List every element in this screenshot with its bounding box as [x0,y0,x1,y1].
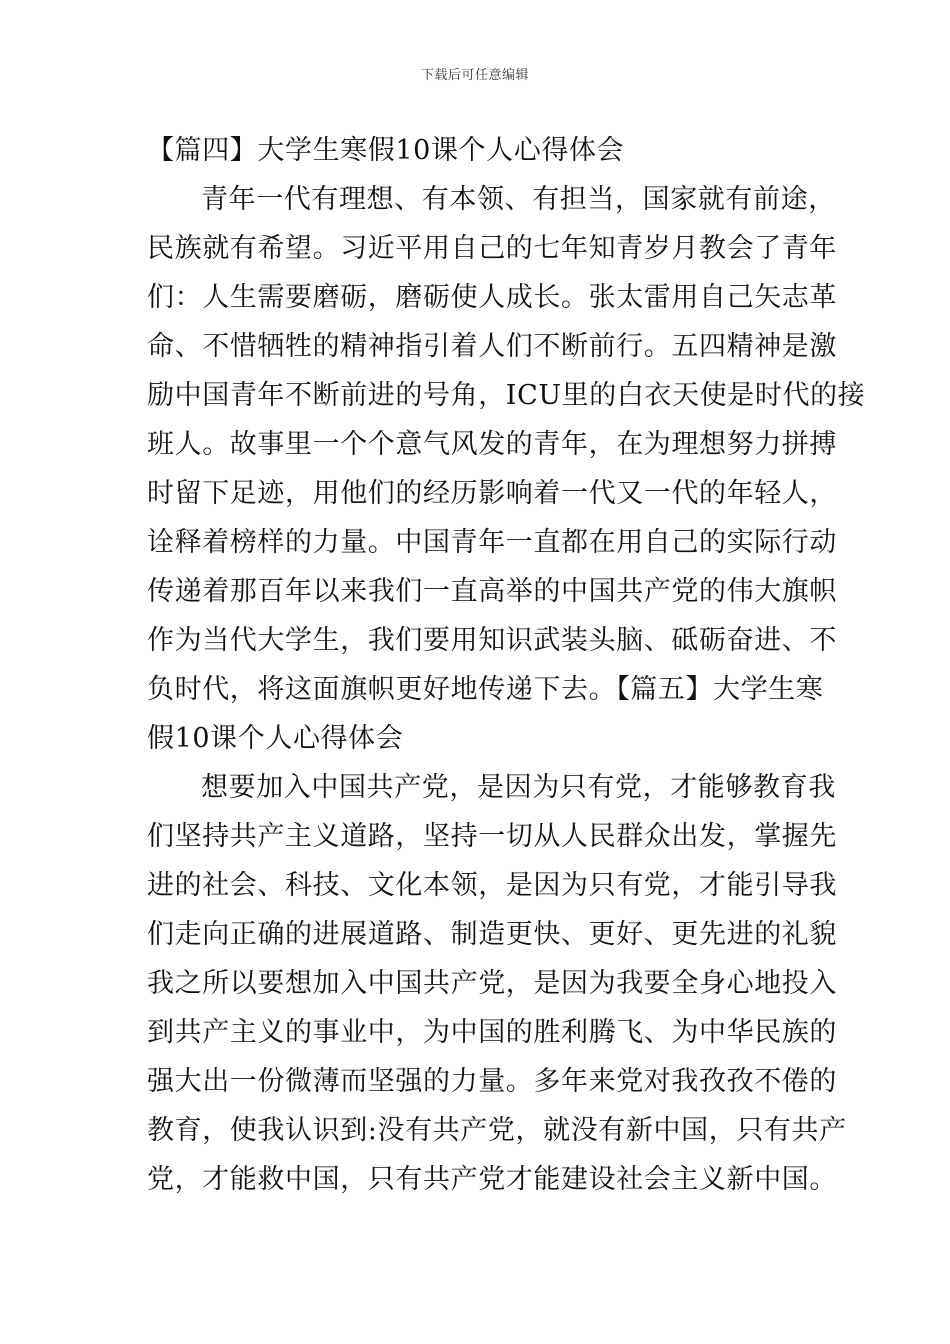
paragraph-line: 强大出一份微薄而坚强的力量。多年来党对我孜孜不倦的 [147,1066,837,1097]
paragraph-line: 我之所以要想加入中国共产党，是因为我要全身心地投入 [147,968,837,999]
paragraph-line: 命、不惜牺牲的精神指引着人们不断前行。五四精神是激 [147,331,837,362]
paragraph-line: 诠释着榜样的力量。中国青年一直都在用自己的实际行动 [147,527,837,558]
section-four-heading: 【篇四】大学生寒假10课个人心得体会 [147,135,625,166]
paragraph-line: 想要加入中国共产党，是因为只有党，才能够教育我 [201,772,836,803]
paragraph-line: 到共产主义的事业中，为中国的胜利腾飞、为中华民族的 [147,1017,837,1048]
paragraph-line: 励中国青年不断前进的号角，ICU里的白衣天使是时代的接 [147,380,866,411]
paragraph-line: 青年一代有理想、有本领、有担当，国家就有前途， [201,184,836,215]
paragraph-line: 民族就有希望。习近平用自己的七年知青岁月教会了青年 [147,233,837,264]
paragraph-line: 班人。故事里一个个意气风发的青年，在为理想努力拼搏 [147,429,837,460]
section-five-heading-tail: 假10课个人心得体会 [147,723,404,754]
paragraph-line: 进的社会、科技、文化本领，是因为只有党，才能引导我 [147,870,837,901]
paragraph-line: 教育，使我认识到:没有共产党，就没有新中国，只有共产 [147,1115,847,1146]
document-body [147,126,866,1204]
paragraph-line: 们走向正确的进展道路、制造更快、更好、更先进的礼貌 [147,919,837,950]
paragraph-line: 作为当代大学生，我们要用知识武装头脑、砥砺奋进、不 [147,625,837,656]
paragraph-line: 负时代，将这面旗帜更好地传递下去。【篇五】大学生寒 [147,674,824,705]
page-header-note: 下载后可任意编辑 [420,68,529,83]
paragraph-line: 们坚持共产主义道路，坚持一切从人民群众出发，掌握先 [147,821,837,852]
paragraph-line: 时留下足迹，用他们的经历影响着一代又一代的年轻人， [147,478,837,509]
paragraph-line: 传递着那百年以来我们一直高举的中国共产党的伟大旗帜 [147,576,837,607]
paragraph-line: 们：人生需要磨砺，磨砺使人成长。张太雷用自己矢志革 [147,282,837,313]
paragraph-line: 党，才能救中国，只有共产党才能建设社会主义新中国。 [147,1164,837,1195]
